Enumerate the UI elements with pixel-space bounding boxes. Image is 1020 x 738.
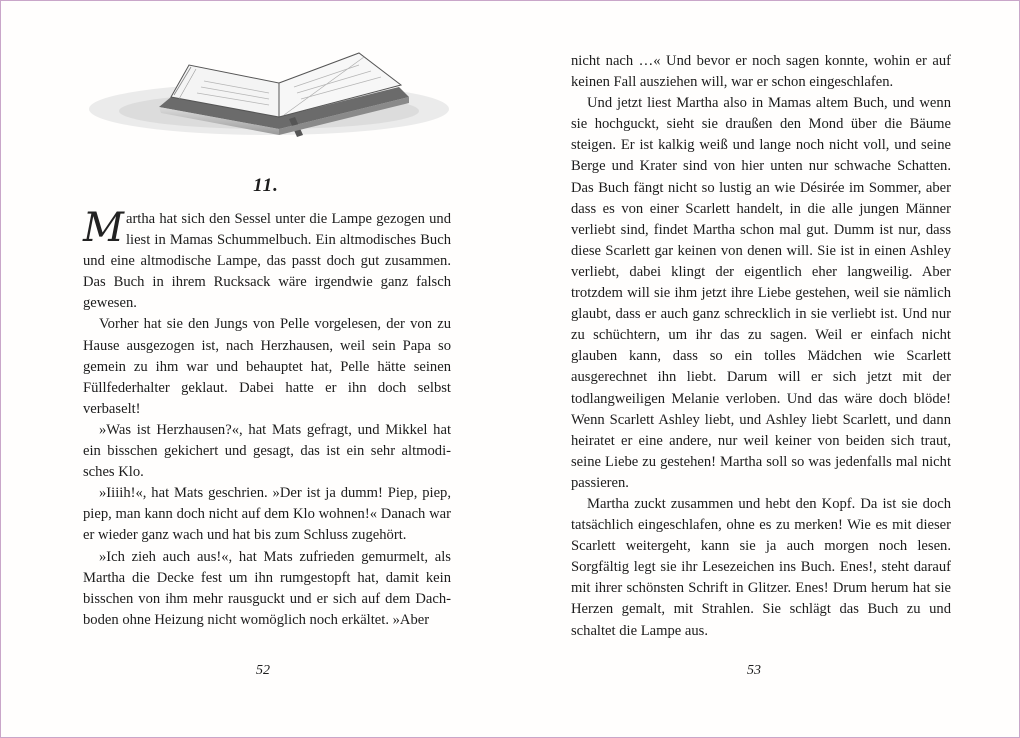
left-page bbox=[1, 1, 511, 737]
right-page-text bbox=[571, 51, 951, 642]
right-page bbox=[511, 1, 1019, 737]
first-paragraph-text: artha hat sich den Sessel unter die Lampe gezogen und liest in Mamas Schummelbuch. Ein altmodisches Buch und eine altmodische Lampe, das passt doch gut zusammen. Das Buch in ihrem Rucksack wäre irgendwie ganz falsch gewesen. bbox=[83, 211, 451, 312]
left-page-text bbox=[83, 205, 451, 631]
drop-cap: M bbox=[83, 205, 124, 251]
page-number-right: 53 bbox=[747, 663, 761, 678]
paragraph: Vorher hat sie den Jungs von Pelle vorgelesen, der von zu Hause ausgezogen ist, nach Herzhausen, weil sein Papa so gemein zu ihm war und behauptet hat, Pelle hätte seinen Füllfederhalter geklaut. Dabei hatte er ihn doch selbst verbaselt! bbox=[83, 316, 451, 417]
paragraph: »Ich zieh auch aus!«, hat Mats zufrieden gemurmelt, als Martha die Decke fest um ihn rumgestopft hat, damit kein bisschen von ihm mehr rausguckt und er sich auf dem Dachboden ohne Heizung nicht womöglich noch erkältet. »Aber bbox=[83, 548, 451, 628]
paragraph: »Was ist Herzhausen?«, hat Mats gefragt, und Mikkel hat ein bisschen gekichert und gesagt, das ist ein sehr altmodisches Klo. bbox=[83, 421, 451, 481]
paragraph: »Iiiih!«, hat Mats geschrien. »Der ist ja dumm! Piep, piep, piep, man kann doch nicht auf dem Klo wohnen!« Danach war er wieder ganz wach und hat bis zum Schluss zugehört. bbox=[83, 485, 451, 544]
paragraph: Und jetzt liest Martha also in Mamas altem Buch, und wenn sie hochguckt, sieht sie draußen den Mond über die Bäume steigen. Er ist kalkig weiß und lange noch nicht voll, und seine Berge und Krater sind von hier unten nur schwache Schatten. Das Buch fängt nicht so lustig an wie Désirée im Sommer, aber dass es von einer Scarlett handelt, in die alle jungen Männer verliebt sind, findet Martha schon mal gut. Dumm ist nur, dass diese Scarlett gar keinen von denen will. Sie ist in einen Ashley verliebt, dabei klingt der eigentlich eher langweilig. Aber trotzdem will sie ihm jetzt ihre Liebe gestehen, weil sie nämlich glaubt, dass er auch ganz schrecklich in sie verliebt ist. Und nur zu schüchtern, um ihr das zu sagen. Weil er einfach nicht glauben kann, dass so ein tolles Mädchen wie Scarlett ausgerechnet ihn liebt. Darum will er sich jetzt mit der todlangweiligen Melanie verloben. Und das wäre doch blöde! Wenn Scarlett Ashley liebt, und Ashley liebt Scarlett, und dann heiratet er eine andere, nur weil keiner von beiden sich traut, seine Liebe zu gestehen! Martha soll so was jedenfalls mal nicht passieren. bbox=[571, 95, 951, 491]
paragraph: Martha zuckt zusammen und hebt den Kopf. Da ist sie doch tatsächlich eingeschlafen, ohne es zu merken! Wie es mit dieser Scarlett weitergeht, kann sie ja auch morgen noch lesen. Sorgfältig legt sie ihr Lesezeichen ins Buch. Enes!, steht darauf mit ihrer schönsten Schrift in Glitzer. Enes! Drum herum hat sie Herzen gemalt, mit Strahlen. Sie schlägt das Buch zu und schaltet die Lampe aus. bbox=[571, 495, 951, 639]
page-number-left: 52 bbox=[256, 663, 270, 678]
chapter-number: 11. bbox=[253, 175, 279, 196]
open-book-illustration bbox=[79, 37, 449, 147]
first-paragraph bbox=[83, 205, 451, 314]
paragraph: nicht nach …« Und bevor er noch sagen konnte, wohin er auf keinen Fall ausziehen will, war er schon eingeschlafen. bbox=[571, 53, 951, 91]
